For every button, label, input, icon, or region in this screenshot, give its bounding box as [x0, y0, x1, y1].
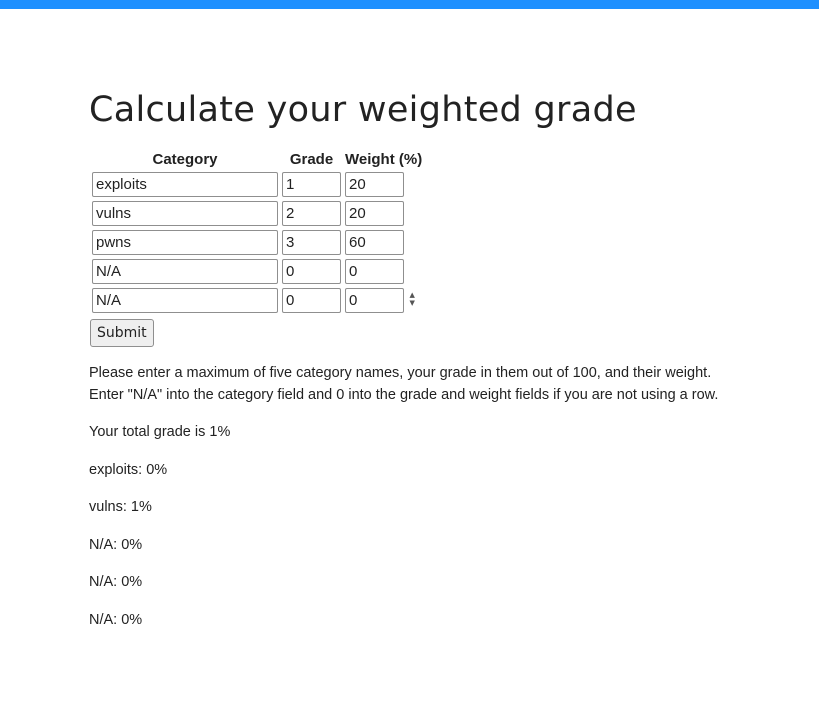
header-weight: Weight (%)	[345, 150, 423, 168]
category-input-2[interactable]	[92, 201, 278, 226]
instructions-text: Please enter a maximum of five category names, your grade in them out of 100, and their weight. Enter "N/A" into the category field and 0 into the grade and weight fields if you are not using a row.	[89, 365, 719, 403]
grade-input-4[interactable]	[282, 259, 341, 284]
grade-input-2[interactable]	[282, 201, 341, 226]
result-na-3: N/A: 0%	[89, 611, 143, 628]
category-input-3[interactable]	[92, 230, 278, 255]
weight-input-1[interactable]	[345, 172, 404, 197]
number-stepper-icon[interactable]: ▲ ▼	[409, 291, 415, 307]
grade-input-1[interactable]	[282, 172, 341, 197]
category-input-5[interactable]	[92, 288, 278, 313]
result-na-2: N/A: 0%	[89, 574, 143, 590]
main-content	[89, 88, 789, 631]
total-grade-text: Your total grade is 1%	[89, 424, 231, 440]
table-row	[91, 229, 423, 256]
result-exploits: exploits: 0%	[89, 461, 168, 478]
table-header-row	[91, 149, 423, 169]
grade-table	[89, 147, 425, 316]
grade-input-3[interactable]	[282, 230, 341, 255]
submit-button[interactable]: Submit	[90, 319, 154, 347]
header-category: Category	[152, 150, 218, 168]
table-row	[91, 287, 423, 314]
weight-input-2[interactable]	[345, 201, 404, 226]
grade-form	[89, 147, 789, 347]
page-title: Calculate your weighted grade	[89, 90, 637, 130]
table-row	[91, 171, 423, 198]
table-row	[91, 258, 423, 285]
top-accent-bar	[0, 0, 819, 9]
table-row	[91, 200, 423, 227]
weight-input-4[interactable]	[345, 259, 404, 284]
grade-input-5[interactable]	[282, 288, 341, 313]
weight-input-5[interactable]	[345, 288, 404, 313]
weight-input-3[interactable]	[345, 230, 404, 255]
result-vulns: vulns: 1%	[89, 499, 152, 515]
category-input-1[interactable]	[92, 172, 278, 197]
category-input-4[interactable]	[92, 259, 278, 284]
header-grade: Grade	[289, 150, 334, 168]
result-na-1: N/A: 0%	[89, 536, 143, 553]
